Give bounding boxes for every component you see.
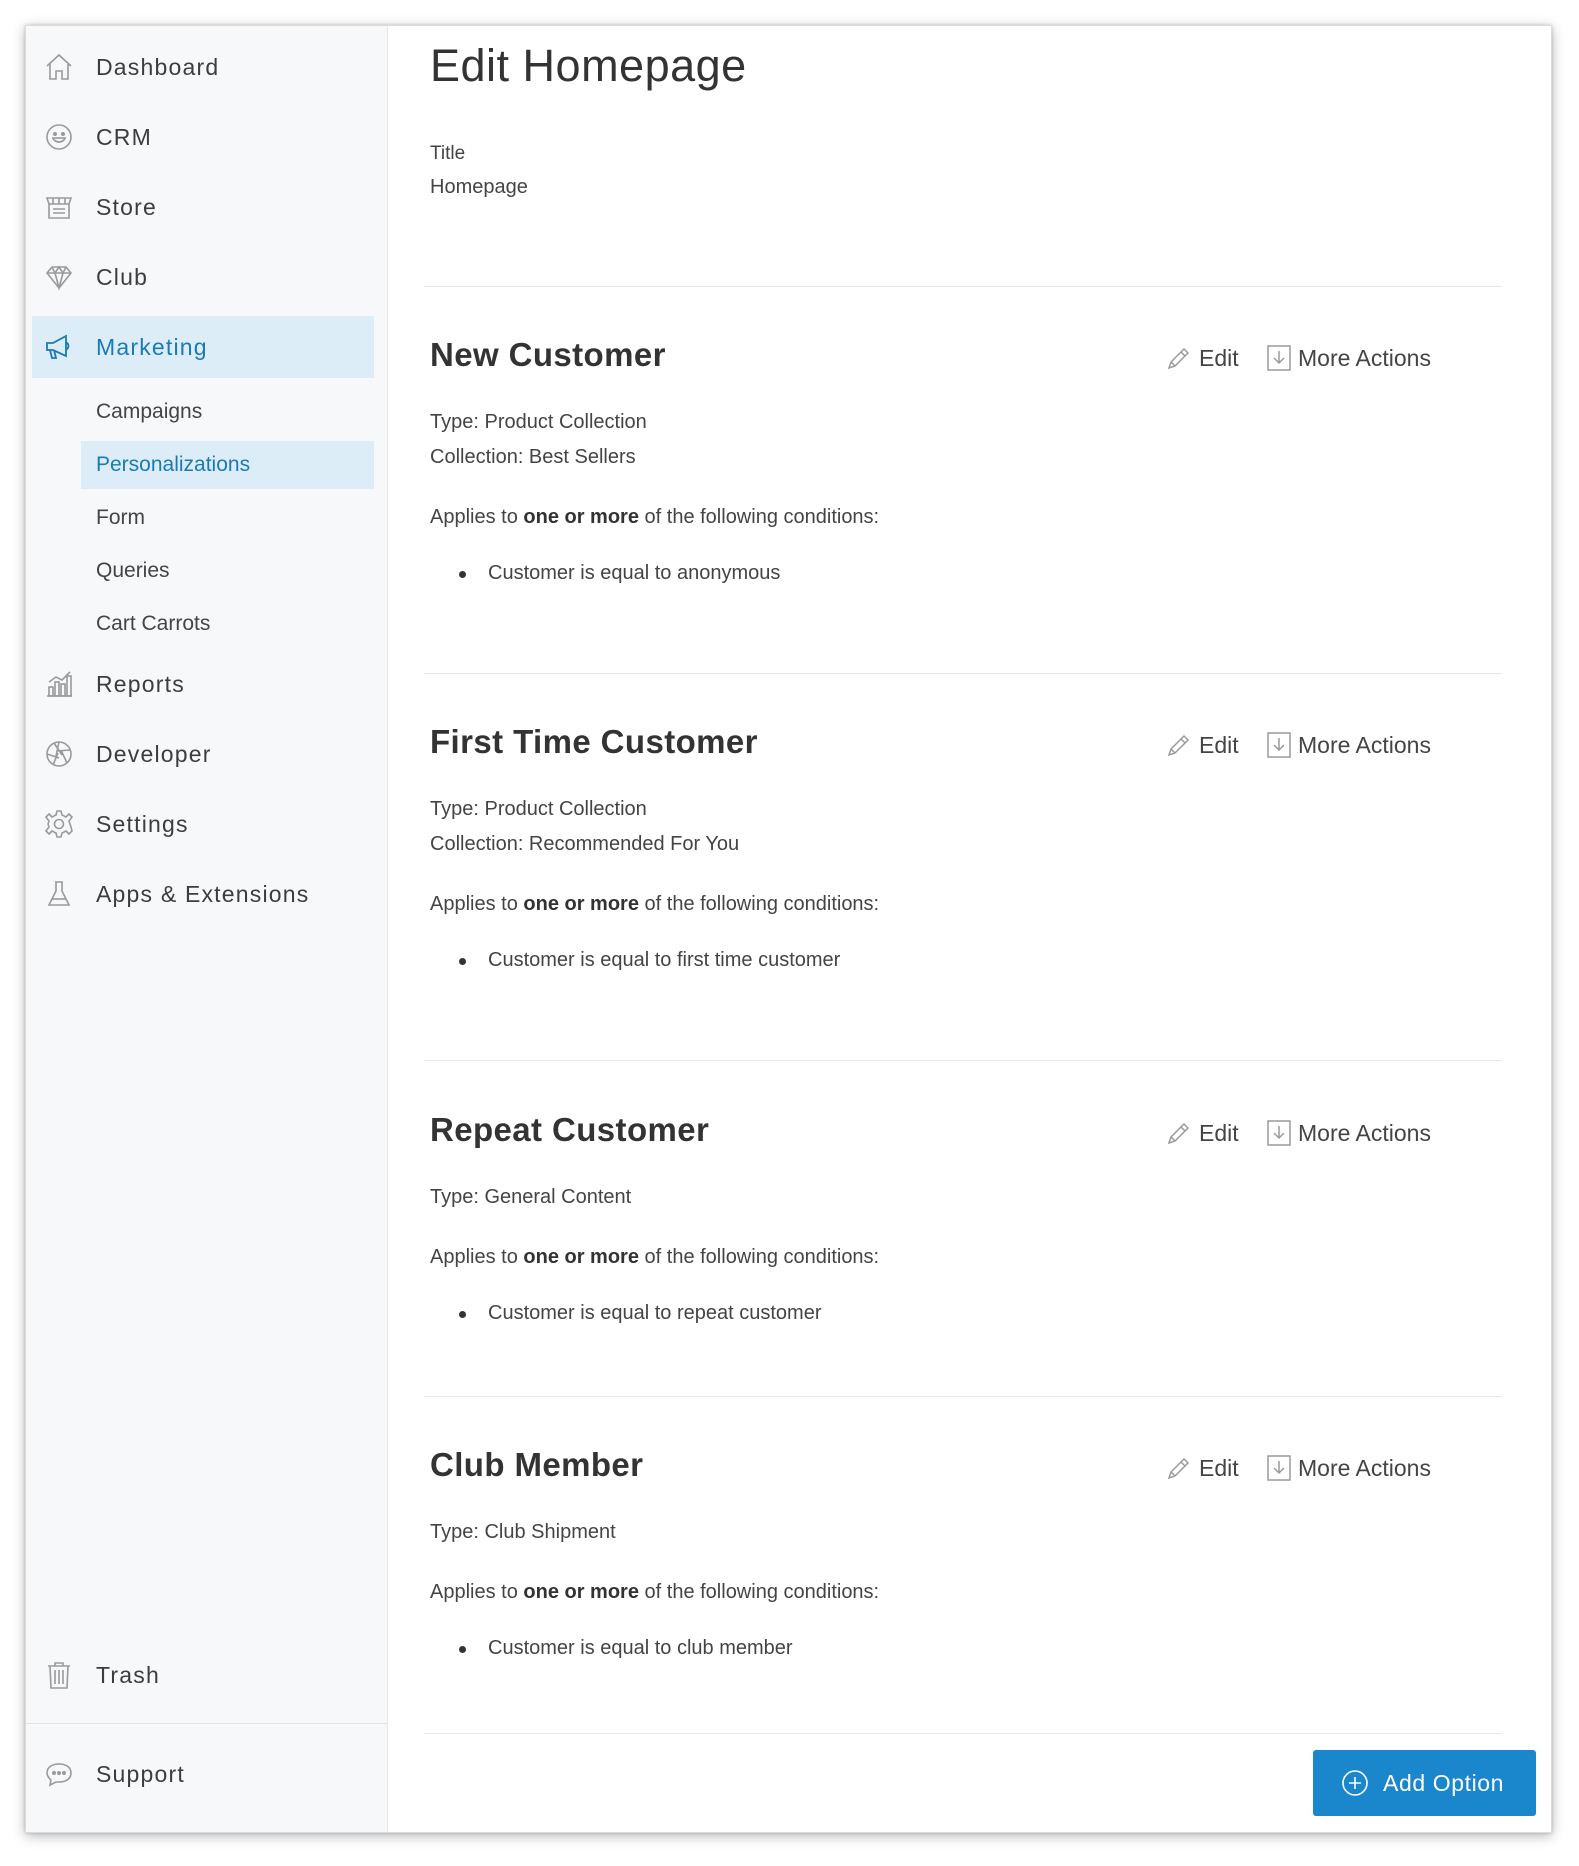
sidebar-subitem-label: Form [96,506,145,529]
trash-icon [42,1658,76,1692]
sidebar-item-label: Settings [96,810,189,837]
more-actions-label: More Actions [1298,1454,1431,1481]
flask-icon [42,877,76,911]
chat-bubble-icon [42,1757,76,1791]
option-detail: Type: Club Shipment [430,1521,616,1543]
option-title: First Time Customer [430,723,758,760]
condition-item: Customer is equal to first time customer [488,949,841,971]
sidebar-item-label: Club [96,263,149,290]
home-icon [42,50,76,84]
option-detail: Type: Product Collection [430,798,647,820]
sidebar-item-label: Trash [96,1661,160,1688]
edit-button[interactable] [1165,342,1239,374]
sidebar-item-trash[interactable] [32,1644,374,1706]
megaphone-icon [42,330,76,364]
conditions-intro: Applies to one or more of the following conditions: [430,893,880,915]
title-field-label: Title [430,143,466,164]
storefront-icon [42,190,76,224]
edit-button-label: Edit [1199,1119,1239,1146]
pencil-icon [1165,1119,1193,1147]
sidebar-item-club[interactable] [32,246,374,308]
add-option-label: Add Option [1383,1769,1505,1796]
option-detail: Type: Product Collection [430,411,647,433]
sidebar-subitem-form[interactable] [81,494,374,542]
option-detail: Type: General Content [430,1186,632,1208]
sidebar-item-store[interactable] [32,176,374,238]
sidebar-item-dashboard[interactable] [32,36,374,98]
sidebar-item-reports[interactable] [32,653,374,715]
sidebar-item-label: Dashboard [96,53,220,80]
conditions-intro: Applies to one or more of the following conditions: [430,506,880,528]
sidebar-item-label: Developer [96,740,212,767]
sidebar-divider [26,1723,388,1724]
pencil-icon [1165,344,1193,372]
option-title: Club Member [430,1446,644,1483]
sidebar [26,26,388,1832]
more-actions-button[interactable] [1266,729,1431,761]
edit-button-label: Edit [1199,1454,1239,1481]
more-actions-label: More Actions [1298,731,1431,758]
option-title: New Customer [430,336,666,373]
conditions-intro: Applies to one or more of the following conditions: [430,1581,880,1603]
more-actions-button[interactable] [1266,1452,1431,1484]
sidebar-subitem-campaigns[interactable] [81,388,374,436]
option-title: Repeat Customer [430,1111,710,1148]
sidebar-item-label: Marketing [96,333,208,360]
download-box-icon [1266,344,1292,372]
sidebar-subitem-personalizations[interactable] [81,441,374,489]
edit-button[interactable] [1165,1117,1239,1149]
sidebar-subitem-label: Queries [96,559,170,582]
condition-item: Customer is equal to anonymous [488,562,781,584]
edit-button[interactable] [1165,729,1239,761]
bar-chart-icon [42,667,76,701]
page-title: Edit Homepage [430,40,747,91]
download-box-icon [1266,731,1292,759]
section-divider [424,1396,1502,1397]
section-divider [424,673,1502,674]
title-field-value: Homepage [430,176,528,198]
sidebar-subitem-label: Campaigns [96,400,203,423]
plus-circle-icon [1341,1769,1369,1797]
more-actions-label: More Actions [1298,1119,1431,1146]
sidebar-item-marketing[interactable] [32,316,374,378]
bullet-dot [459,1311,466,1318]
option-detail: Collection: Best Sellers [430,446,636,468]
more-actions-label: More Actions [1298,344,1431,371]
edit-button-label: Edit [1199,344,1239,371]
add-option-button[interactable] [1313,1750,1536,1816]
sidebar-item-label: CRM [96,123,152,150]
more-actions-button[interactable] [1266,342,1431,374]
download-box-icon [1266,1454,1292,1482]
bullet-dot [459,958,466,965]
sidebar-subitem-queries[interactable] [81,547,374,595]
sidebar-item-crm[interactable] [32,106,374,168]
sidebar-item-apps-extensions[interactable] [32,863,374,925]
sidebar-item-developer[interactable] [32,723,374,785]
more-actions-button[interactable] [1266,1117,1431,1149]
sidebar-item-label: Apps & Extensions [96,880,310,907]
sidebar-subitem-label: Personalizations [96,453,251,476]
sidebar-item-label: Support [96,1760,185,1787]
gear-icon [42,807,76,841]
sidebar-item-support[interactable] [32,1743,374,1805]
diamond-icon [42,260,76,294]
download-box-icon [1266,1119,1292,1147]
option-detail: Collection: Recommended For You [430,833,740,855]
condition-item: Customer is equal to club member [488,1637,793,1659]
pencil-icon [1165,1454,1193,1482]
section-divider [424,1733,1502,1734]
sidebar-item-label: Reports [96,670,185,697]
section-divider [424,1060,1502,1061]
smiley-icon [42,120,76,154]
conditions-intro: Applies to one or more of the following conditions: [430,1246,880,1268]
bullet-dot [459,1646,466,1653]
sidebar-subitem-label: Cart Carrots [96,612,211,635]
sidebar-item-settings[interactable] [32,793,374,855]
aperture-icon [42,737,76,771]
sidebar-item-label: Store [96,193,157,220]
sidebar-subitem-cart-carrots[interactable] [81,600,374,648]
edit-button-label: Edit [1199,731,1239,758]
section-divider [424,286,1502,287]
bullet-dot [459,571,466,578]
main-content [388,26,1551,1832]
condition-item: Customer is equal to repeat customer [488,1302,822,1324]
pencil-icon [1165,731,1193,759]
edit-button[interactable] [1165,1452,1239,1484]
app-window [25,25,1552,1833]
